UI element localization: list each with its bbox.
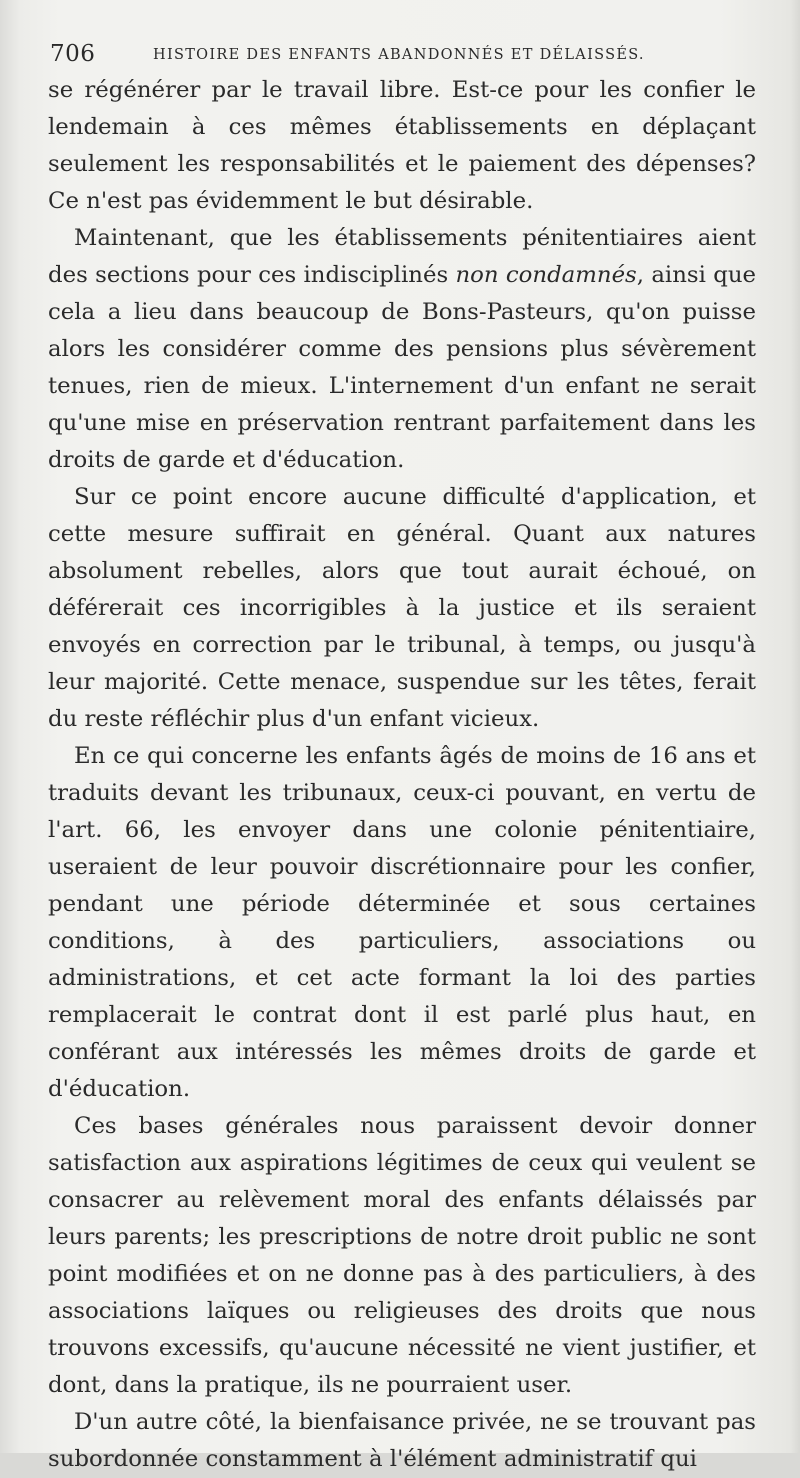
paragraph-4: En ce qui concerne les enfants âgés de moins de 16 ans et traduits devant les tribunaux, ceux-ci pouvant, en vertu de l'art. 66, les envoyer dans une colonie pénitentiaire, useraient de leur pouvoir discrétionnaire pour les confier, pendant une période déterminée et sous certaines conditions, à des particuliers, associations ou administrations, et cet acte formant la loi des parties remplacerait le contrat dont il est parlé plus haut, en conférant aux intéressés les mêmes droits de garde et d'éducation. xyxy=(48,743,756,1102)
paragraph-5: Ces bases générales nous paraissent devoir donner satisfaction aux aspirations légitimes de ceux qui veulent se consacrer au relèvement moral des enfants délaissés par leurs parents; les prescriptions de notre droit public ne sont point modifiées et on ne donne pas à des particuliers, à des associations laïques ou religieuses des droits que nous trouvons excessifs, qu'aucune nécessité ne vient justifier, et dont, dans la pratique, ils ne pourraient user. xyxy=(48,1113,756,1398)
page-number: 706 xyxy=(50,41,96,67)
paragraph-2 xyxy=(48,220,756,479)
emphasized-phrase: non condamnés xyxy=(455,262,637,288)
body-text xyxy=(48,72,756,1478)
paragraph-1: se régénérer par le travail libre. Est-ce pour les confier le lendemain à ces mêmes établissements en déplaçant seulement les responsabilités et le paiement des dépenses? Ce n'est pas évidemment le but désirable. xyxy=(48,77,756,214)
running-head: HISTOIRE DES ENFANTS ABANDONNÉS ET DÉLAISSÉS. xyxy=(153,47,645,63)
paragraph-3: Sur ce point encore aucune difficulté d'application, et cette mesure suffirait en général. Quant aux natures absolument rebelles, alors que tout aurait échoué, on déférerait ces incorrigibles à la justice et ils seraient envoyés en correction par le tribunal, à temps, ou jusqu'à leur majorité. Cette menace, suspendue sur les têtes, ferait du reste réfléchir plus d'un enfant vicieux. xyxy=(48,484,756,732)
paragraph-2-after: , ainsi que cela a lieu dans beaucoup de Bons-Pasteurs, qu'on puisse alors les considérer comme des pensions plus sévèrement tenues, rien de mieux. L'internement d'un enfant ne serait qu'une mise en préservation rentrant parfaitement dans les droits de garde et d'éducation. xyxy=(48,262,756,473)
paragraph-2-before: Maintenant, que les établissements pénitentiaires aient des sections pour ces indisciplinés xyxy=(48,225,756,288)
paragraph-6: D'un autre côté, la bienfaisance privée, ne se trouvant pas subordonnée constamment à l'élément administratif qui xyxy=(48,1409,756,1472)
page-header xyxy=(50,38,750,70)
